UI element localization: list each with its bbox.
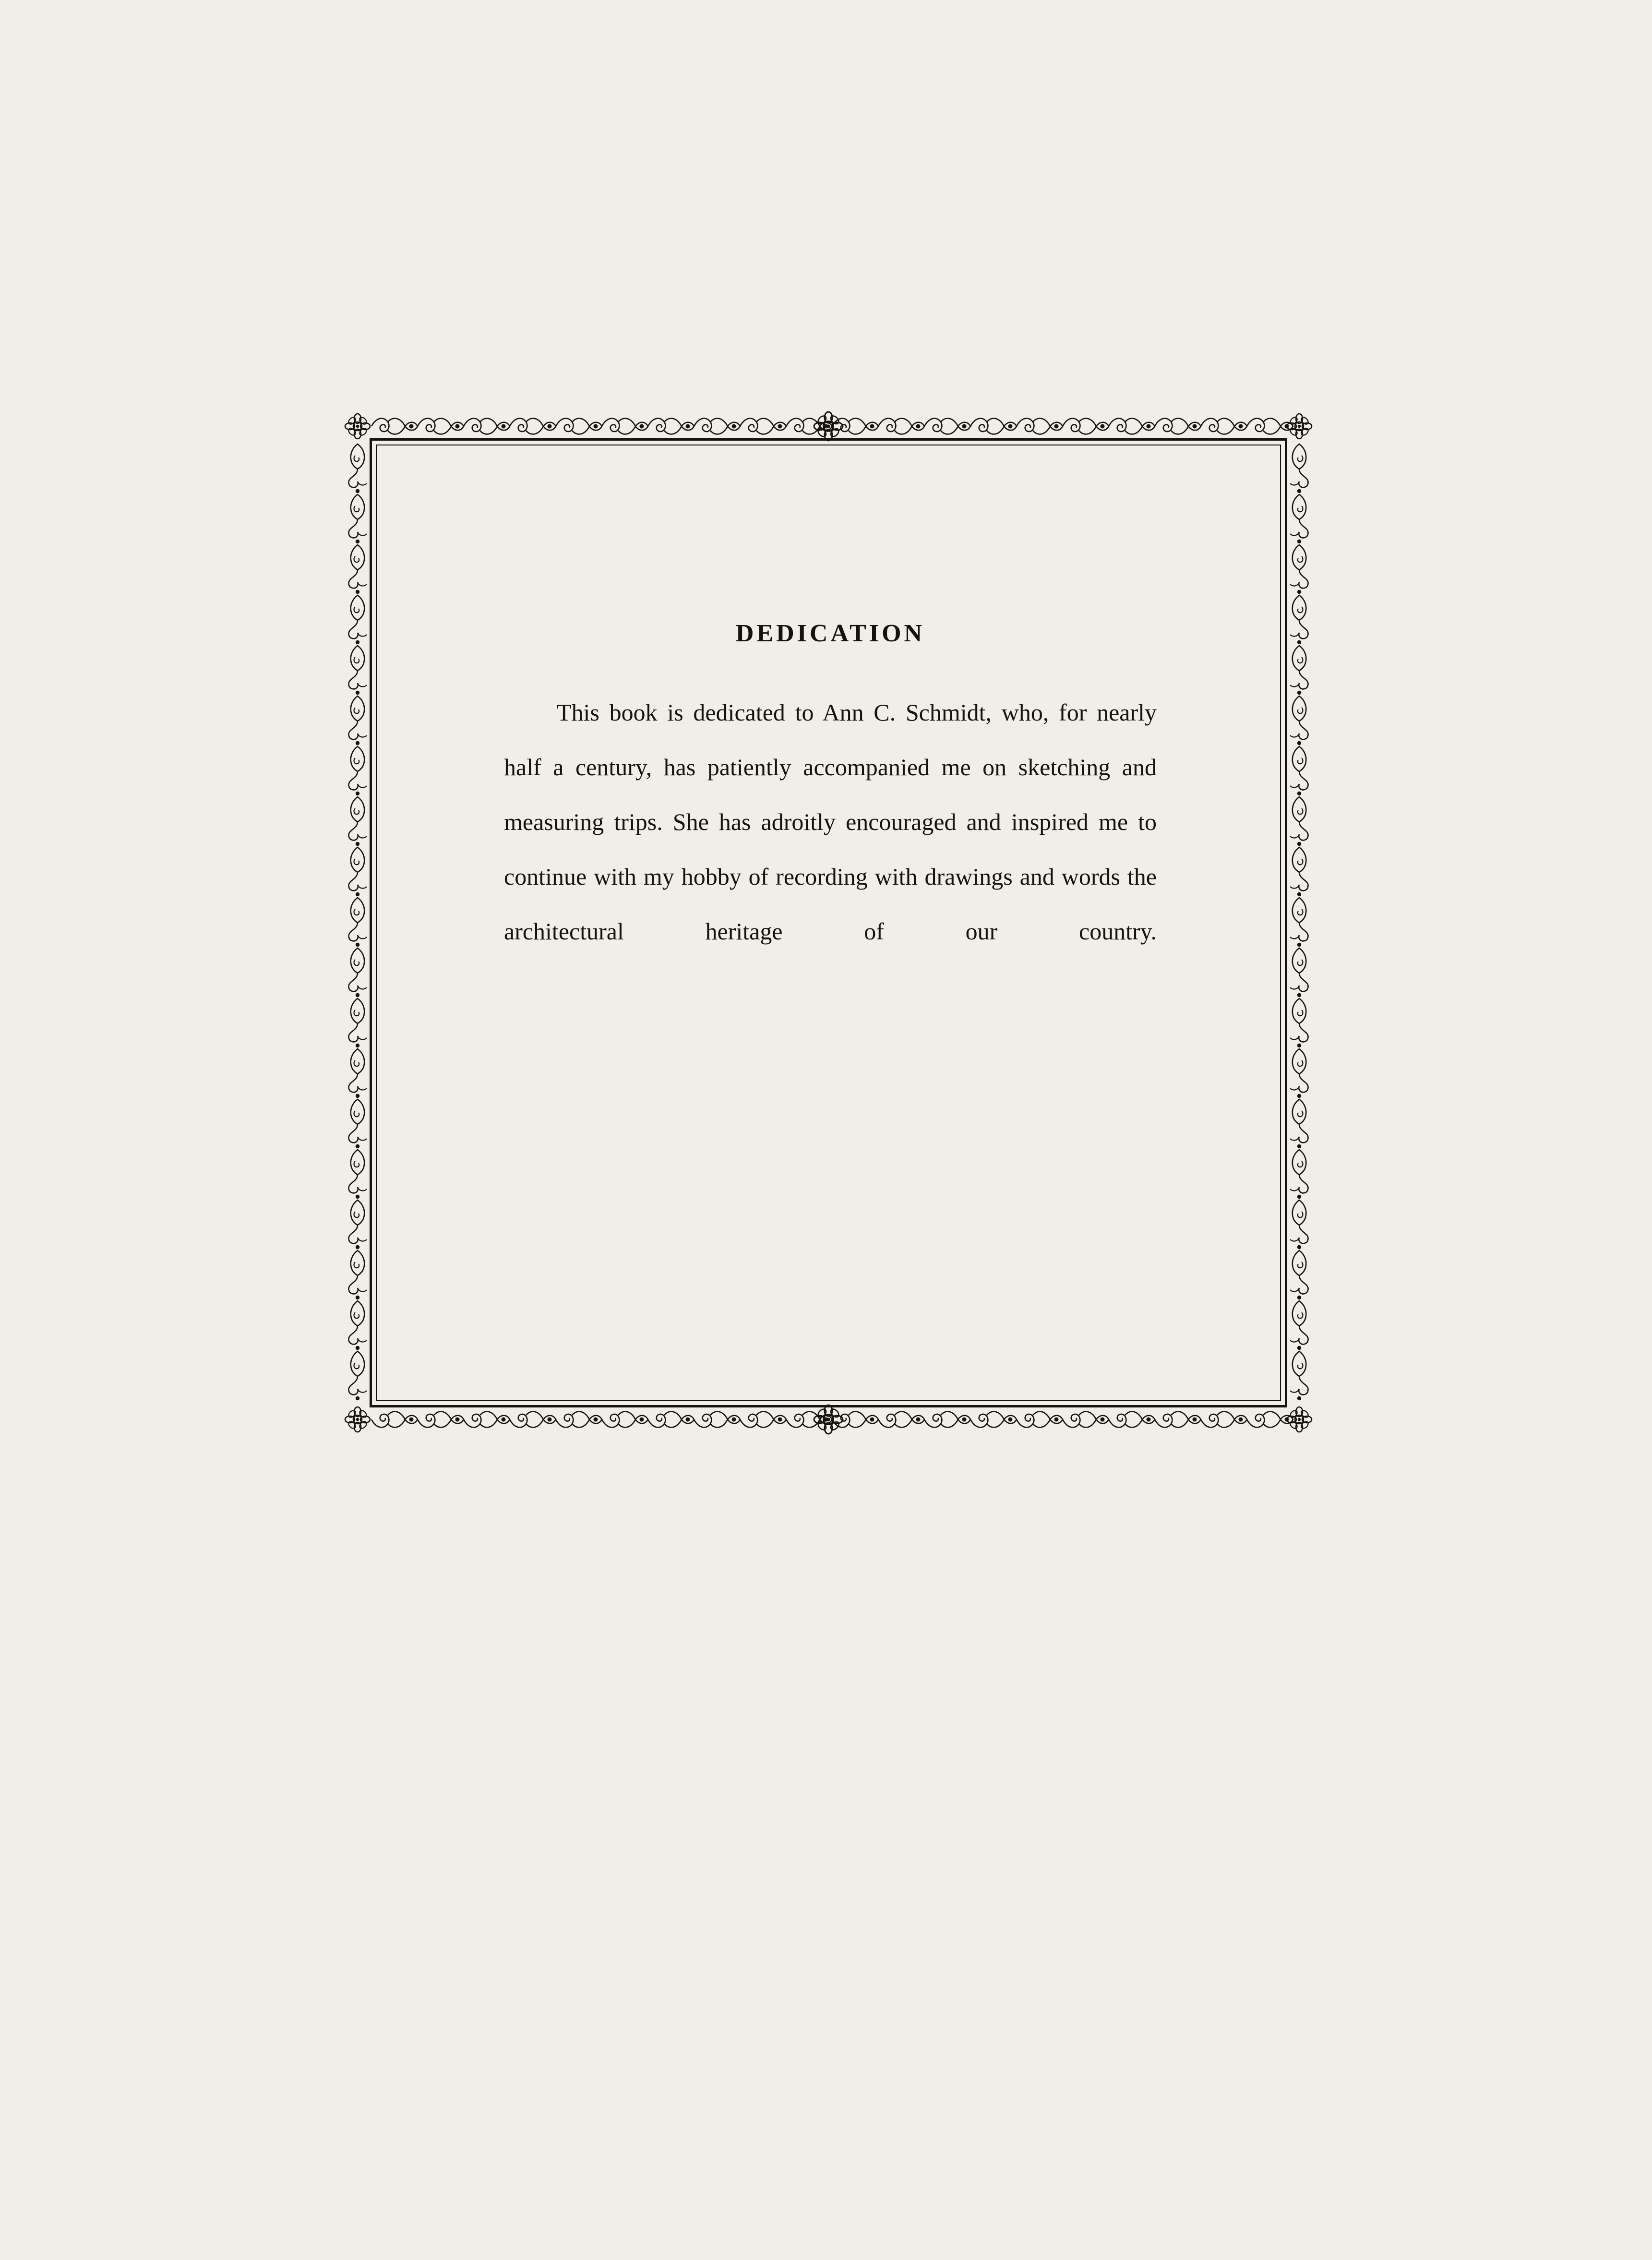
border-ornament-right (1283, 410, 1315, 1435)
page-title: DEDICATION (735, 620, 925, 647)
dedication-body-text: This book is dedicated to Ann C. Schmidt, who, for nearly half a century, has patiently accompanied me on sketching and measuring trips. She has adroitly encouraged and inspired me to continue with my hobby of recording with drawings and words the architectural heritage of our country. (504, 699, 1157, 945)
border-ornament-top (342, 410, 1315, 442)
dedication-content (504, 619, 1157, 1013)
border-ornament-bottom (342, 1404, 1315, 1435)
border-ornament-left (342, 410, 373, 1435)
